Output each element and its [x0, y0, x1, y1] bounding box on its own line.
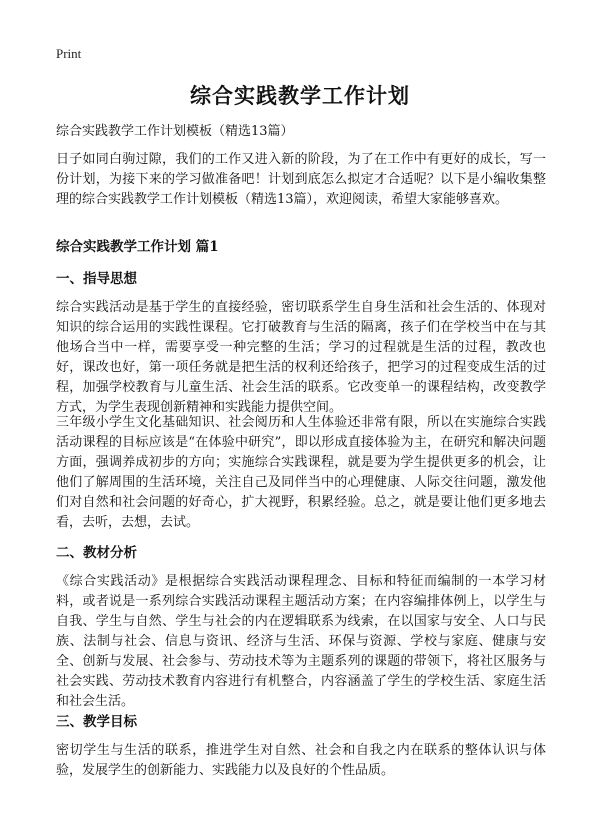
page-title: 综合实践教学工作计划 — [190, 83, 410, 108]
intro-paragraph: 日子如同白驹过隙，我们的工作又进入新的阶段，为了在工作中有更好的成长，写一份计划，为接下来的学习做准备吧！计划到底怎么拟定才合适呢？以下是小编收集整理的综合实践教学工作计划模板（精选13篇），欢迎阅读，希望大家能够喜欢。 — [56, 152, 546, 207]
document-subtitle: 综合实践教学工作计划模板（精选13篇） — [56, 124, 294, 139]
section-heading-guiding-ideology: 一、指导思想 — [56, 271, 137, 287]
section-paragraph: 三年级小学生文化基础知识、社会阅历和人生体验还非常有限，所以在实施综合实践活动课程的目标应该是“在体验中研究”，即以形成直接体验为主，在研究和解决问题方面，强调养成初步的方向；实施综合实践课程，就是要为学生提供更多的机会，让他们了解周围的生活环境，关注自己及同伴当中的心理健康、人际交往问题，激发他们对自然和社会问题的好奇心，扩大视野，积累经验。总之，就是要让他们更多地去看，去听，去想，去试。 — [56, 415, 546, 530]
section-heading-teaching-goals: 三、教学目标 — [56, 714, 137, 730]
section-paragraph: 《综合实践活动》是根据综合实践活动课程理念、目标和特征而编制的一本学习材料，或者说是一系列综合实践活动课程主题活动方案；在内容编排体例上，以学生与自我、学生与自然、学生与社会的内在逻辑联系为线索，在以国家与安全、人口与民族、法制与社会、信息与资讯、经济与生活、环保与资源、学校与家庭、健康与安全、创新与发展、社会参与、劳动技术等为主题系列的课题的带领下，将社区服务与社会实践、劳动技术教育内容进行有机整合，内容涵盖了学生的学校生活、家庭生活和社会生活。 — [56, 574, 546, 709]
section-paragraph: 综合实践活动是基于学生的直接经验，密切联系学生自身生活和社会生活的、体现对知识的综合运用的实践性课程。它打破教育与生活的隔离，孩子们在学校当中在与其他场合当中一样，需要享受一种完整的生活；学习的过程就是生活的过程，教改也好，课改也好，第一项任务就是把生活的权利还给孩子，把学习的过程变成生活的过程，加强学校教育与儿童生活、社会生活的联系。它改变单一的课程结构，改变教学方式，为学生表现创新精神和实践能力提供空间。 — [56, 300, 546, 415]
print-link[interactable]: Print — [56, 46, 82, 61]
part-heading: 综合实践教学工作计划 篇1 — [56, 239, 219, 255]
section-heading-textbook-analysis: 二、教材分析 — [56, 545, 137, 561]
section-paragraph: 密切学生与生活的联系，推进学生对自然、社会和自我之内在联系的整体认识与体验，发展学生的创新能力、实践能力以及良好的个性品质。 — [56, 743, 546, 778]
